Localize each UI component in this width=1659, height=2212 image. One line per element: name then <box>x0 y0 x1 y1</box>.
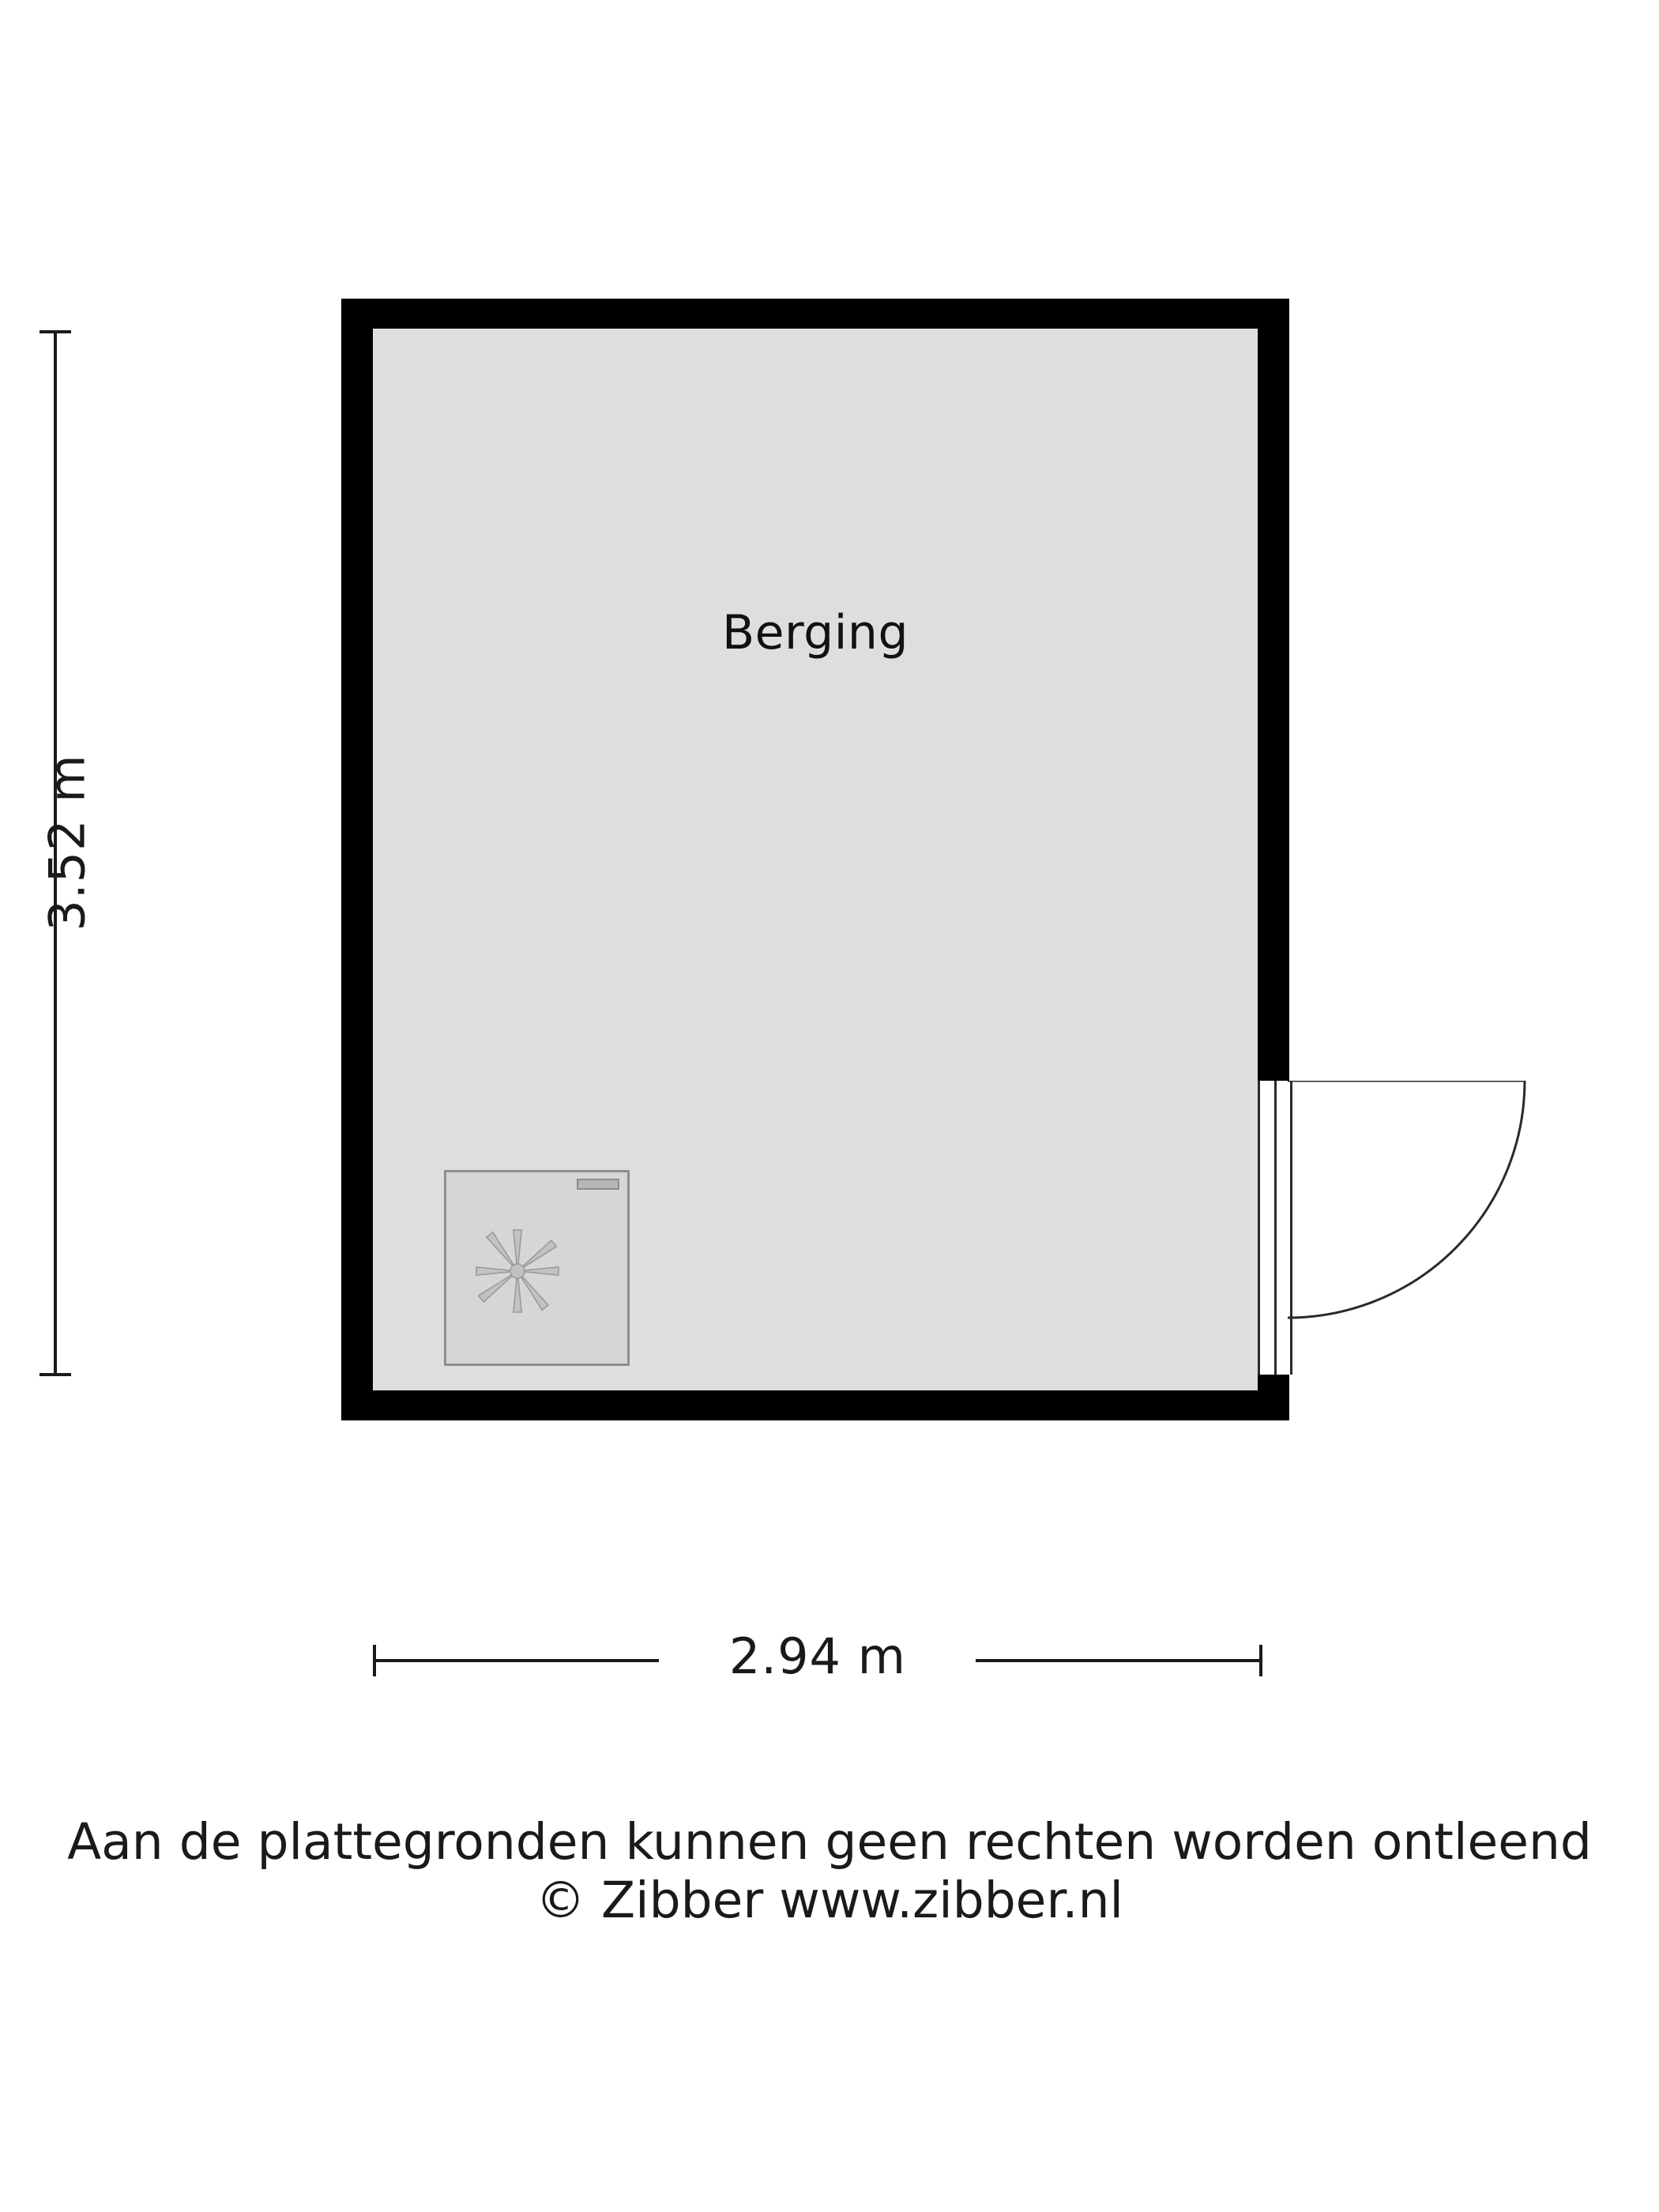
room-interior <box>373 329 1258 1390</box>
star-drum-icon <box>466 1220 569 1322</box>
dimension-vertical-cap-bottom <box>40 1373 71 1376</box>
dimension-vertical-label: 3.52 m <box>38 754 96 931</box>
footer-copyright: © Zibber www.zibber.nl <box>535 1872 1124 1930</box>
dimension-horizontal-label: 2.94 m <box>728 1627 907 1685</box>
dimension-horizontal-cap-right <box>1259 1645 1262 1676</box>
door-swing-arc <box>1288 1081 1556 1381</box>
room-label: Berging <box>721 605 909 660</box>
dimension-horizontal <box>371 1627 1264 1698</box>
room-berging <box>341 299 1289 1420</box>
door-frame-mullion <box>1274 1081 1277 1375</box>
dimension-horizontal-line-right <box>976 1659 1260 1662</box>
washing-machine-panel-icon <box>577 1179 619 1190</box>
washing-machine-icon <box>444 1170 630 1366</box>
dimension-vertical <box>32 316 134 1390</box>
dimension-horizontal-line-left <box>374 1659 659 1662</box>
footer <box>0 1813 1659 1931</box>
footer-disclaimer: Aan de plattegronden kunnen geen rechten worden ontleend <box>67 1813 1592 1871</box>
